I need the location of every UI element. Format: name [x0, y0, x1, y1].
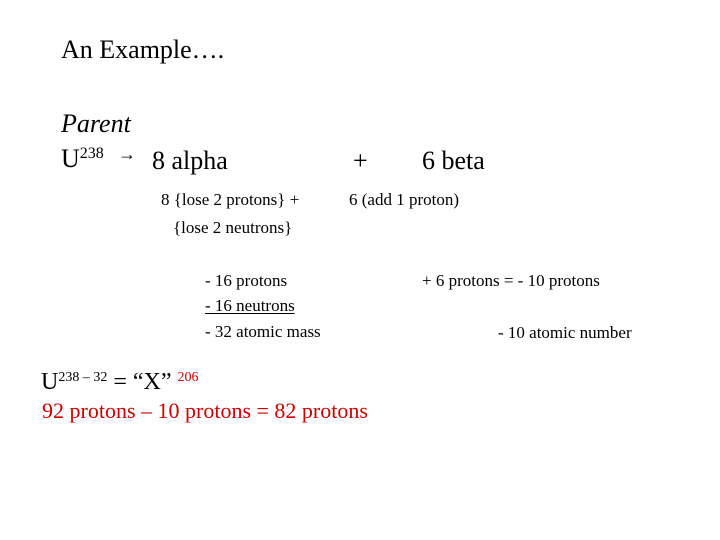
result-mass-number: 206: [177, 370, 199, 385]
plus-sign: +: [353, 146, 368, 175]
minus-neutrons: - 16 neutrons: [205, 296, 295, 315]
alpha-decay-count: 8 alpha: [152, 146, 228, 175]
beta-effect: 6 (add 1 proton): [349, 190, 460, 209]
parent-mass-number: 238: [79, 145, 104, 162]
atomic-number-change: - 10 atomic number: [498, 323, 632, 342]
decay-arrow: →: [118, 144, 136, 164]
parent-isotope: [61, 146, 104, 172]
minus-protons: - 16 protons: [205, 271, 288, 290]
parent-label: Parent: [61, 109, 131, 138]
slide-title: An Example….: [61, 35, 225, 64]
result-symbol: U: [41, 369, 59, 395]
alpha-effect-line-1: 8 {lose 2 protons} +: [161, 190, 300, 209]
parent-symbol: U: [61, 144, 80, 173]
final-proton-calculation: 92 protons – 10 protons = 82 protons: [42, 398, 368, 423]
result-equals: = “X”: [113, 369, 172, 395]
alpha-effect-line-2: {lose 2 neutrons}: [173, 218, 293, 237]
proton-net-change: + 6 protons = - 10 protons: [422, 271, 600, 290]
result-isotope: [41, 370, 199, 394]
beta-decay-count: 6 beta: [422, 146, 485, 175]
result-mass-expression: 238 – 32: [58, 370, 108, 385]
minus-atomic-mass: - 32 atomic mass: [205, 322, 321, 341]
